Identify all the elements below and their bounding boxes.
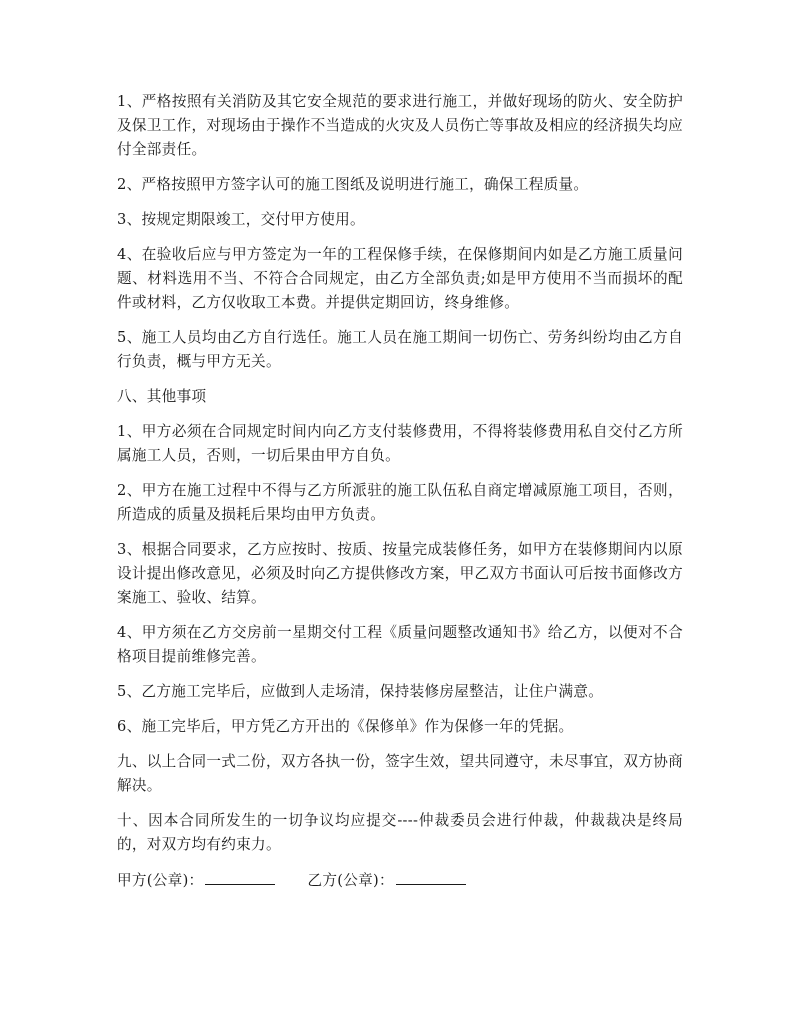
paragraph-scope-changes: 2、甲方在施工过程中不得与乙方所派驻的施工队伍私自商定增减原施工项目，否则，所造成的质量及损耗后果均由甲方负责。 (117, 482, 683, 523)
party-a-label: 甲方(公章)： (117, 872, 204, 889)
paragraph-design-changes: 3、根据合同要求，乙方应按时、按质、按量完成装修任务，如甲方在装修期间内以原设计提出修改意见，必须及时向乙方提供修改方案，甲乙双方书面认可后按书面修改方案施工、验收、结算。 (117, 541, 683, 606)
party-b-signature (307, 868, 465, 893)
paragraph-workers: 5、施工人员均由乙方自行选任。施工人员在施工期间一切伤亡、劳务纠纷均由乙方自行负责，概与甲方无关。 (117, 329, 683, 370)
signature-row (117, 868, 683, 893)
party-b-label: 乙方(公章)： (307, 872, 394, 889)
paragraph-deadline: 3、按规定期限竣工，交付甲方使用。 (117, 211, 365, 228)
paragraph-fire-safety: 1、严格按照有关消防及其它安全规范的要求进行施工，并做好现场的防火、安全防护及保卫工作，对现场由于操作不当造成的火灾及人员伤亡等事故及相应的经济损失均应付全部责任。 (117, 93, 683, 158)
paragraph-payment: 1、甲方必须在合同规定时间内向乙方支付装修费用，不得将装修费用私自交付乙方所属施工人员，否则，一切后果由甲方自负。 (117, 423, 683, 464)
paragraph-rectification-notice: 4、甲方须在乙方交房前一星期交付工程《质量问题整改通知书》给乙方，以便对不合格项目提前维修完善。 (117, 624, 683, 665)
section-nine-copies: 九、以上合同一式二份，双方各执一份，签字生效，望共同遵守，未尽事宜，双方协商解决。 (117, 753, 683, 794)
paragraph-drawings: 2、严格按照甲方签字认可的施工图纸及说明进行施工，确保工程质量。 (117, 176, 589, 193)
paragraph-cleanup: 5、乙方施工完毕后，应做到人走场清，保持装修房屋整洁，让住户满意。 (117, 683, 604, 700)
document-body (117, 90, 683, 893)
section-ten-arbitration: 十、因本合同所发生的一切争议均应提交----仲裁委员会进行仲裁，仲裁裁决是终局的，对双方均有约束力。 (117, 812, 683, 853)
party-b-signature-line (396, 868, 466, 885)
party-a-signature-line (205, 868, 275, 885)
party-a-signature (117, 868, 275, 893)
paragraph-warranty-certificate: 6、施工完毕后，甲方凭乙方开出的《保修单》作为保修一年的凭据。 (117, 718, 574, 735)
paragraph-warranty: 4、在验收后应与甲方签定为一年的工程保修手续，在保修期间内如是乙方施工质量问题、材料选用不当、不符合合同规定，由乙方全部负责;如是甲方使用不当而损坏的配件或材料，乙方仅收取工本费。并提供定期回访，终身维修。 (117, 246, 683, 311)
section-heading-other-matters: 八、其他事项 (117, 388, 207, 405)
